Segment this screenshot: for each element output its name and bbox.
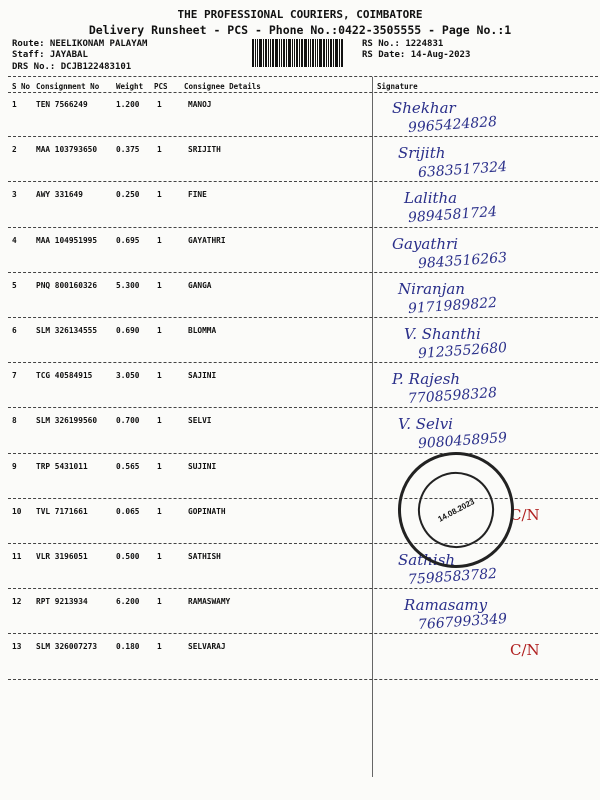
row-divider [8,227,598,228]
row-sno: 11 [12,552,22,561]
row-divider [8,543,598,544]
row-divider [8,362,598,363]
row-pcs: 1 [157,416,162,426]
row-signature-phone: 7598583782 [407,565,498,589]
barcode-bar [279,39,280,67]
barcode-bar [259,39,262,67]
row-consignment-no: TEN 7566249 [36,100,88,109]
barcode-bar [272,39,274,67]
row-pcs: 1 [157,642,162,652]
row-consignee: SRIJITH [188,145,221,155]
barcode-bar [263,39,264,67]
row-weight: 0.700 [116,416,140,426]
row-signature-phone: 9894581724 [407,204,498,227]
row-divider [8,679,598,680]
row-weight: 0.250 [116,190,140,200]
row-sno: 12 [12,597,22,607]
row-signature-phone: 9171989822 [407,294,498,317]
row-signature-name: P. Rajesh [392,370,461,389]
row-consignment-no: SLM 326007273 [36,642,98,652]
row-consignee: SATHISH [188,552,221,561]
row-sno: 2 [12,145,17,155]
row-signature-name: C/N [510,641,540,660]
row-sno: 13 [12,642,22,652]
barcode-bar [270,39,271,67]
row-divider [8,633,598,634]
row-signature-name: Ramasamy [404,596,488,615]
rs-date: RS Date: 14-Aug-2023 [362,50,471,60]
barcode-bar [326,39,327,67]
row-sno: 1 [12,100,17,109]
row-consignee: SELVARAJ [188,642,226,652]
row-consignment-no: MAA 104951995 [36,235,98,245]
barcode-bar [301,39,303,67]
row-signature-name: V. Shanthi [404,325,481,343]
row-consignee: GANGA [188,280,212,290]
drs-number: DRS No.: DCJB122483101 [12,62,132,72]
barcode-bar [268,39,269,67]
barcode-bar [265,39,267,67]
row-weight: 3.050 [116,371,140,381]
barcode-bar [330,39,332,67]
row-weight: 0.695 [116,235,140,245]
runsheet-subtitle: Delivery Runsheet - PCS - Phone No.:0422-3505555 - Page No.:1 [88,23,512,37]
row-pcs: 1 [157,235,162,245]
barcode-bar [341,39,343,67]
barcode-bar [308,39,309,67]
row-signature-phone: 9123552680 [417,339,508,363]
row-weight: 0.180 [116,642,140,652]
row-consignee: MANOJ [188,100,212,109]
row-consignment-no: TCG 40584915 [36,371,93,381]
barcode-bar [328,39,329,67]
row-signature-phone: 7708598328 [407,385,498,408]
row-sno: 5 [12,280,17,290]
col-consignee: Consignee Details [184,82,261,91]
col-weight: Weight [116,82,144,91]
row-consignee: BLOMMA [188,326,217,335]
row-sno: 6 [12,326,17,335]
row-signature-name: Gayathri [392,234,458,253]
row-consignment-no: MAA 103793650 [36,145,98,155]
row-sno: 3 [12,190,17,200]
row-consignee: RAMASWAMY [188,597,231,607]
rs-number: RS No.: 1224831 [362,39,444,49]
row-divider [8,453,598,454]
row-signature-name: Sathish [398,551,456,569]
barcode-bar [317,39,318,67]
row-pcs: 1 [157,371,162,381]
barcode-bar [299,39,300,67]
row-consignee: GAYATHRI [188,235,226,245]
row-pcs: 1 [157,280,162,290]
barcode-bar [310,39,311,67]
row-signature-phone: 9080458959 [417,430,508,453]
row-sno: 8 [12,416,17,426]
row-sno: 10 [12,506,22,516]
header-top-divider [8,76,598,77]
row-consignment-no: PNQ 800160326 [36,280,98,290]
barcode-bar [304,39,307,67]
row-pcs: 1 [157,597,162,607]
barcode-bar [281,39,282,67]
barcode-bar [312,39,314,67]
row-weight: 0.500 [116,552,140,561]
row-divider [8,588,598,589]
row-pcs: 1 [157,506,162,516]
col-consignment: Consignment No [36,82,100,91]
row-sno: 9 [12,461,17,471]
barcode-bar [252,39,254,67]
row-weight: 0.565 [116,461,140,471]
header-bottom-divider [8,92,598,93]
row-signature-name: Niranjan [398,279,465,298]
row-divider [8,181,598,182]
row-pcs: 1 [157,190,162,200]
row-consignee: SELVI [188,416,212,426]
stamp-date: 14.08.2023 [405,459,508,562]
row-consignment-no: TVL 7171661 [36,506,88,516]
row-divider [8,272,598,273]
barcode-bar [275,39,278,67]
row-signature-name: V. Selvi [398,415,453,434]
staff-text: Staff: JAYABAL [12,50,88,60]
barcode-bar [319,39,322,67]
row-pcs: 1 [157,100,162,109]
row-sno: 7 [12,371,17,381]
row-divider [8,317,598,318]
row-signature-phone: 6383517324 [417,159,508,182]
row-signature-phone: 7667993349 [417,611,508,634]
col-signature: Signature [377,82,418,91]
row-consignee: SUJINI [188,461,217,471]
barcode-bar [283,39,285,67]
barcode-bar [315,39,316,67]
company-title: THE PROFESSIONAL COURIERS, COIMBATORE [177,8,423,21]
row-consignment-no: RPT 9213934 [36,597,88,607]
row-consignment-no: TRP 5431011 [36,461,88,471]
row-signature-name: C/N [510,505,540,524]
barcode-bar [294,39,295,67]
col-sno: S No [12,82,31,91]
row-weight: 0.375 [116,145,140,155]
row-pcs: 1 [157,552,162,561]
row-signature-phone: 9965424828 [407,113,498,137]
row-signature-name: Srijith [398,144,446,163]
row-consignment-no: AWY 331649 [36,190,83,200]
barcode-bar [333,39,334,67]
row-pcs: 1 [157,326,162,335]
row-divider [8,407,598,408]
barcode-bar [323,39,325,67]
col-pcs: PCS [154,82,168,91]
row-signature-name: Lalitha [404,189,458,208]
barcode-bar [286,39,287,67]
row-consignment-no: SLM 326199560 [36,416,98,426]
barcode-bar [288,39,291,67]
route-text: Route: NEELIKONAM PALAYAM [12,39,148,49]
row-consignee: FINE [188,190,207,200]
row-weight: 0.065 [116,506,140,516]
row-pcs: 1 [157,461,162,471]
row-consignment-no: SLM 326134555 [36,326,98,335]
row-weight: 0.690 [116,326,140,335]
barcode-bar [255,39,256,67]
barcode-bar [335,39,338,67]
barcode-bar [257,39,258,67]
row-weight: 1.200 [116,100,140,109]
row-sno: 4 [12,235,17,245]
row-weight: 5.300 [116,280,140,290]
row-consignee: GOPINATH [188,506,226,516]
barcode-bar [339,39,340,67]
row-signature-name: Shekhar [392,99,456,117]
barcode [252,37,352,67]
barcode-bar [292,39,293,67]
row-consignee: SAJINI [188,371,217,381]
barcode-bar [296,39,298,67]
row-consignment-no: VLR 3196051 [36,552,88,561]
row-divider [8,136,598,137]
row-signature-phone: 9843516263 [417,249,508,272]
row-pcs: 1 [157,145,162,155]
row-weight: 6.200 [116,597,140,607]
